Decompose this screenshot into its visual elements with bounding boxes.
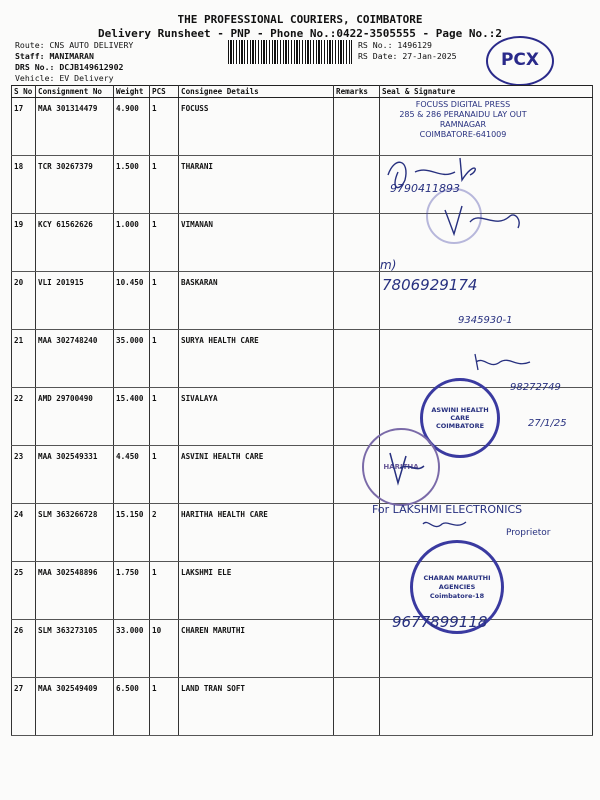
table-row: [12, 98, 593, 156]
phone-27: 9677899118: [392, 613, 488, 631]
cell-seal: [380, 504, 593, 562]
table-row: [12, 388, 593, 446]
seal-text: COIMBATORE: [435, 422, 485, 430]
stamp-line: 285 & 286 PERANAIDU LAY OUT: [399, 110, 527, 119]
runsheet-subtitle: Delivery Runsheet - PNP - Phone No.:0422-3505555 - Page No.:2: [98, 27, 502, 40]
cell-sno: 20: [12, 272, 36, 330]
cell-pcs: 1: [150, 678, 179, 736]
cell-seal: [380, 388, 593, 446]
table-row: [12, 446, 593, 504]
cell-seal: [380, 156, 593, 214]
cell-sno: 24: [12, 504, 36, 562]
cell-consignee: LAND TRAN SOFT: [179, 678, 334, 736]
cell-remarks: [334, 214, 380, 272]
cell-consignment: MAA 302549331: [36, 446, 114, 504]
drs-label: DRS No.: DCJB149612902: [15, 62, 124, 72]
col-weight: Weight: [114, 86, 150, 98]
cell-remarks: [334, 562, 380, 620]
cell-remarks: [334, 156, 380, 214]
cell-consignment: MAA 302548896: [36, 562, 114, 620]
cell-remarks: [334, 272, 380, 330]
col-sno: S No: [12, 86, 36, 98]
proprietor-label: Proprietor: [506, 528, 551, 538]
stamp-line: RAMNAGAR: [439, 120, 487, 129]
cell-weight: 35.000: [114, 330, 150, 388]
delivery-table: [11, 85, 593, 736]
rs-number: RS No.: 1496129: [358, 40, 432, 50]
col-pcs: PCS: [150, 86, 179, 98]
cell-pcs: 1: [150, 98, 179, 156]
seal-text: ASWINI HEALTH CARE: [431, 406, 489, 422]
cell-pcs: 1: [150, 330, 179, 388]
cell-seal: [380, 446, 593, 504]
cell-sno: 26: [12, 620, 36, 678]
cell-consignment: AMD 29700490: [36, 388, 114, 446]
cell-weight: 1.500: [114, 156, 150, 214]
cell-sno: 17: [12, 98, 36, 156]
phone-18: 9790411893: [390, 182, 460, 195]
cell-weight: 15.400: [114, 388, 150, 446]
table-row: [12, 620, 593, 678]
seal-text: Coimbatore-18: [429, 591, 485, 600]
seal-text: CHARAN MARUTHI AGENCIES: [423, 573, 491, 591]
cell-weight: 15.150: [114, 504, 150, 562]
cell-pcs: 1: [150, 388, 179, 446]
cell-seal: [380, 272, 593, 330]
phone-20: 7806929174: [382, 276, 478, 294]
cell-consignment: TCR 30267379: [36, 156, 114, 214]
table-row: [12, 272, 593, 330]
phone-21: 9345930-1: [458, 315, 513, 326]
cell-sno: 27: [12, 678, 36, 736]
col-consignee: Consignee Details: [179, 86, 334, 98]
date-23: 27/1/25: [528, 418, 567, 429]
cell-weight: 33.000: [114, 620, 150, 678]
cell-seal: [380, 214, 593, 272]
table-row: [12, 214, 593, 272]
cell-consignment: SLM 363266728: [36, 504, 114, 562]
cell-pcs: 2: [150, 504, 179, 562]
col-seal: Seal & Signature: [380, 86, 593, 98]
seal-text: HARITHA: [383, 463, 419, 471]
cell-sno: 21: [12, 330, 36, 388]
staff-label: Staff: MANIMARAN: [15, 51, 94, 61]
cell-sno: 25: [12, 562, 36, 620]
cell-consignee: SURYA HEALTH CARE: [179, 330, 334, 388]
cell-remarks: [334, 678, 380, 736]
cell-sno: 23: [12, 446, 36, 504]
cell-sno: 19: [12, 214, 36, 272]
cell-sno: 18: [12, 156, 36, 214]
pcx-logo: PCX: [486, 36, 554, 86]
cell-consignee: SIVALAYA: [179, 388, 334, 446]
cell-seal: [380, 330, 593, 388]
cell-pcs: 1: [150, 272, 179, 330]
cell-seal: [380, 620, 593, 678]
cell-weight: 6.500: [114, 678, 150, 736]
cell-consignment: SLM 363273105: [36, 620, 114, 678]
cell-consignee: HARITHA HEALTH CARE: [179, 504, 334, 562]
lakshmi-stamp: For LAKSHMI ELECTRONICS: [372, 503, 523, 516]
cell-consignment: VLI 201915: [36, 272, 114, 330]
cell-weight: 4.450: [114, 446, 150, 504]
vehicle-label: Vehicle: EV Delivery: [15, 73, 114, 83]
drs-barcode: [228, 40, 352, 64]
cell-remarks: [334, 98, 380, 156]
cell-consignee: BASKARAN: [179, 272, 334, 330]
table-row: [12, 678, 593, 736]
cell-consignee: LAKSHMI ELE: [179, 562, 334, 620]
table-row: [12, 156, 593, 214]
cell-remarks: [334, 504, 380, 562]
cell-pcs: 1: [150, 562, 179, 620]
cell-remarks: [334, 388, 380, 446]
cell-consignment: MAA 301314479: [36, 98, 114, 156]
cell-consignment: MAA 302748240: [36, 330, 114, 388]
table-row: [12, 504, 593, 562]
cell-remarks: [334, 446, 380, 504]
cell-seal: [380, 98, 593, 156]
cell-consignee: FOCUSS: [179, 98, 334, 156]
cell-consignee: CHAREN MARUTHI: [179, 620, 334, 678]
table-header-row: [12, 86, 593, 98]
rs-date: RS Date: 27-Jan-2025: [358, 51, 457, 61]
stamp-line: FOCUSS DIGITAL PRESS: [415, 100, 511, 109]
cell-weight: 1.750: [114, 562, 150, 620]
cell-pcs: 1: [150, 156, 179, 214]
cell-weight: 4.900: [114, 98, 150, 156]
cell-remarks: [334, 620, 380, 678]
table-row: [12, 330, 593, 388]
col-consignment: Consignment No: [36, 86, 114, 98]
cell-pcs: 1: [150, 214, 179, 272]
cell-weight: 10.450: [114, 272, 150, 330]
col-remarks: Remarks: [334, 86, 380, 98]
company-title: THE PROFESSIONAL COURIERS, COIMBATORE: [177, 13, 423, 26]
note-20: m): [380, 258, 397, 272]
cell-pcs: 1: [150, 446, 179, 504]
cell-pcs: 10: [150, 620, 179, 678]
cell-weight: 1.000: [114, 214, 150, 272]
cell-consignee: VIMANAN: [179, 214, 334, 272]
cell-consignee: THARANI: [179, 156, 334, 214]
cell-consignment: MAA 302549409: [36, 678, 114, 736]
table-row: [12, 562, 593, 620]
phone-22: 98272749: [510, 382, 561, 393]
cell-sno: 22: [12, 388, 36, 446]
cell-seal: [380, 678, 593, 736]
stamp-line: COIMBATORE-641009: [419, 130, 507, 139]
cell-remarks: [334, 330, 380, 388]
cell-seal: [380, 562, 593, 620]
cell-consignment: KCY 61562626: [36, 214, 114, 272]
cell-consignee: ASVINI HEALTH CARE: [179, 446, 334, 504]
route-label: Route: CNS AUTO DELIVERY: [15, 40, 134, 50]
